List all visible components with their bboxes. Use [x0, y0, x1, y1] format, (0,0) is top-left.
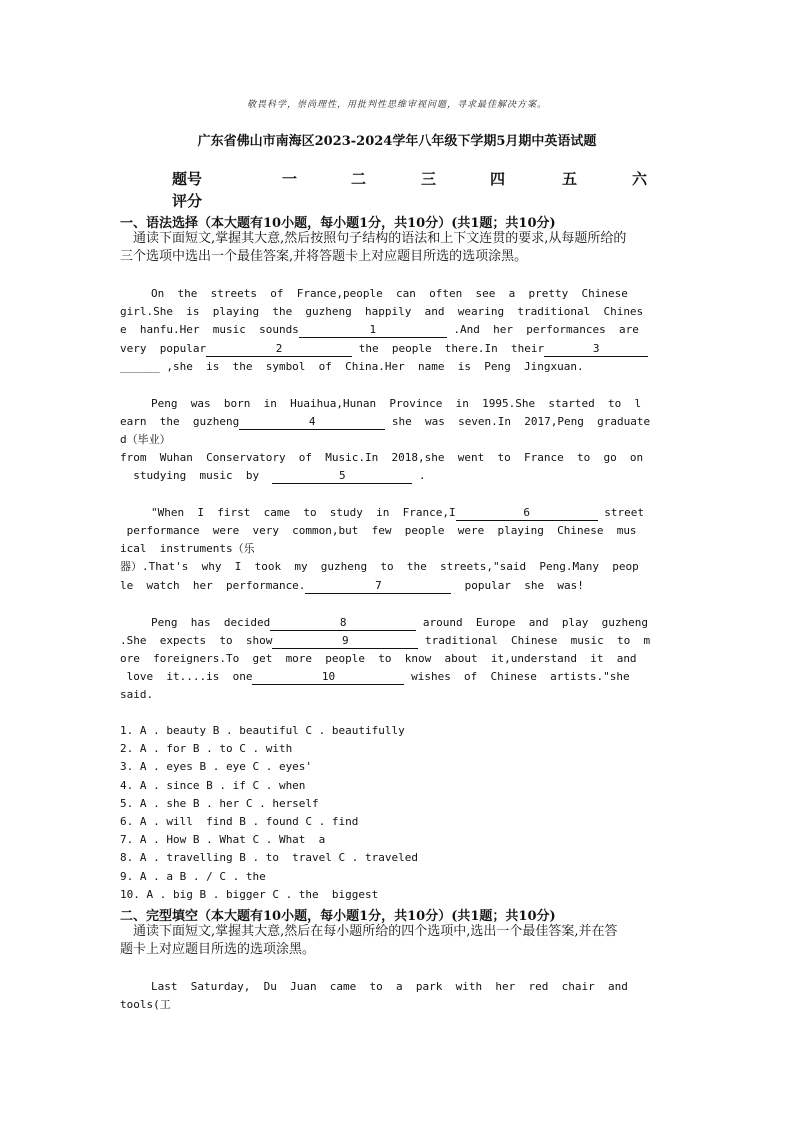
p4-line4-text: love it....is one: [120, 670, 253, 683]
section1-instruction-line1: 通读下面短文,掌握其大意,然后按照句子结构的语法和上下文连贯的要求,从每题所给的: [133, 231, 627, 246]
p4-line2: [120, 632, 650, 650]
p1-line3-tail: .And her performances are: [446, 323, 639, 336]
blank-1: 1: [299, 323, 447, 338]
score-column-6: 六: [632, 170, 648, 188]
p3-line1-text: "When I first came to study in France,I: [151, 506, 456, 519]
page-motto: 敬畏科学，崇尚理性，用批判性思维审视问题，寻求最佳解决方案。: [246, 100, 547, 110]
blank-3: 3: [544, 342, 648, 357]
option-4: 4. A . since B . if C . when: [120, 778, 306, 792]
p4-line1-text: Peng has decided: [151, 616, 271, 629]
p1-line2: girl.She is playing the guzheng happily and wearing traditional Chines: [120, 305, 644, 318]
p4-line1: [151, 614, 648, 632]
p2-line5-tail: .: [412, 469, 426, 482]
blank-2: 2: [206, 342, 352, 357]
question-number-label: 题号: [172, 170, 203, 188]
option-8: 8. A . travelling B . to travel C . traveled: [120, 851, 419, 865]
p3-line5-text: le watch her performance.: [120, 579, 306, 592]
option-5: 5. A . she B . her C . herself: [120, 796, 319, 810]
p2-line2: [120, 413, 650, 431]
option-7: 7. A . How B . What C . What a: [120, 833, 326, 847]
section2-heading: 二、完型填空（本大题有10小题，每小题1分，共10分）(共1题；共10分): [120, 909, 556, 924]
p3-line3: ical instruments（乐: [120, 542, 255, 555]
blank-7: 7: [305, 579, 451, 594]
p1-line4-tail: the people there.In their: [352, 342, 545, 355]
blank-8: 8: [270, 616, 416, 631]
p2-line3: d（毕业）: [120, 433, 171, 446]
blank-5: 5: [272, 469, 412, 484]
section2-instruction-line2: 题卡上对应题目所选的选项涂黑。: [120, 942, 316, 957]
score-column-1: 一: [282, 170, 298, 188]
p2-line5-text: studying music by: [120, 469, 273, 482]
option-9: 9. A . a B . / C . the: [120, 869, 266, 883]
p4-line1-tail: around Europe and play guzheng: [416, 616, 649, 629]
score-column-3: 三: [421, 170, 437, 188]
section1-heading: 一、语法选择（本大题有10小题，每小题1分，共10分）(共1题；共10分): [120, 216, 556, 231]
p4-line4: [120, 668, 630, 686]
score-column-5: 五: [562, 170, 578, 188]
p4-line2-tail: traditional Chinese music to m: [418, 634, 651, 647]
option-1: 1. A . beauty B . beautiful C . beautifully: [120, 724, 405, 737]
score-table: [172, 168, 652, 188]
p1-line3: [120, 321, 639, 339]
p3-line1-tail: street: [597, 506, 644, 519]
p2-line2-text: earn the guzheng: [120, 415, 240, 428]
blank-9: 9: [272, 634, 418, 649]
p3-line5-tail: popular she was!: [451, 579, 584, 592]
p2-line1: Peng was born in Huaihua,Hunan Province in 1995.She started to l: [151, 397, 642, 410]
p1-line3-text: e hanfu.Her music sounds: [120, 323, 299, 336]
p4-line5: said.: [120, 688, 154, 701]
p1-line4: [120, 340, 648, 358]
p1-line5: ______ ,she is the symbol of China.Her name is Peng Jingxuan.: [120, 360, 584, 373]
p2-line4: from Wuhan Conservatory of Music.In 2018,she went to France to go on: [120, 451, 644, 464]
section1-instruction: [120, 230, 676, 266]
p3-line4: 器）.That's why I took my guzheng to the streets,"said Peng.Many peop: [120, 560, 639, 573]
p1-line4-text: very popular: [120, 342, 207, 355]
option-6: 6. A . will find B . found C . find: [120, 815, 359, 829]
section2-instruction: [120, 923, 676, 959]
option-2: 2. A . for B . to C . with: [120, 742, 293, 756]
blank-6: 6: [456, 506, 598, 521]
s2-p1-line2: tools(工: [120, 998, 171, 1011]
p4-line2-text: .She expects to show: [120, 634, 273, 647]
option-3: 3. A . eyes B . eye C . eyes': [120, 760, 313, 774]
p4-line3: ore foreigners.To get more people to know about it,understand it and: [120, 652, 637, 665]
p4-line4-tail: wishes of Chinese artists."she: [404, 670, 630, 683]
p3-line1: [151, 504, 644, 522]
answer-options: [120, 722, 418, 904]
exam-title: 广东省佛山市南海区2023-2024学年八年级下学期5月期中英语试题: [197, 134, 597, 149]
section2-instruction-line1: 通读下面短文,掌握其大意,然后在每小题所给的四个选项中,选出一个最佳答案,并在答: [133, 924, 618, 939]
blank-4: 4: [239, 415, 385, 430]
s2-p1-line1: Last Saturday, Du Juan came to a park with her red chair and: [151, 980, 628, 993]
blank-10: 10: [252, 670, 404, 685]
p3-line5: [120, 577, 584, 595]
section1-instruction-line2: 三个选项中选出一个最佳答案,并将答题卡上对应题目所选的选项涂黑。: [120, 249, 528, 264]
p2-line2-tail: she was seven.In 2017,Peng graduate: [385, 415, 651, 428]
p3-line2: performance were very common,but few people were playing Chinese mus: [120, 524, 637, 537]
p1-line1: On the streets of France,people can often see a pretty Chinese: [151, 287, 628, 300]
p2-line5: [120, 467, 426, 485]
score-column-2: 二: [351, 170, 367, 188]
score-label: 评分: [172, 192, 203, 210]
option-10: 10. A . big B . bigger C . the biggest: [120, 887, 379, 901]
score-column-4: 四: [490, 170, 506, 188]
